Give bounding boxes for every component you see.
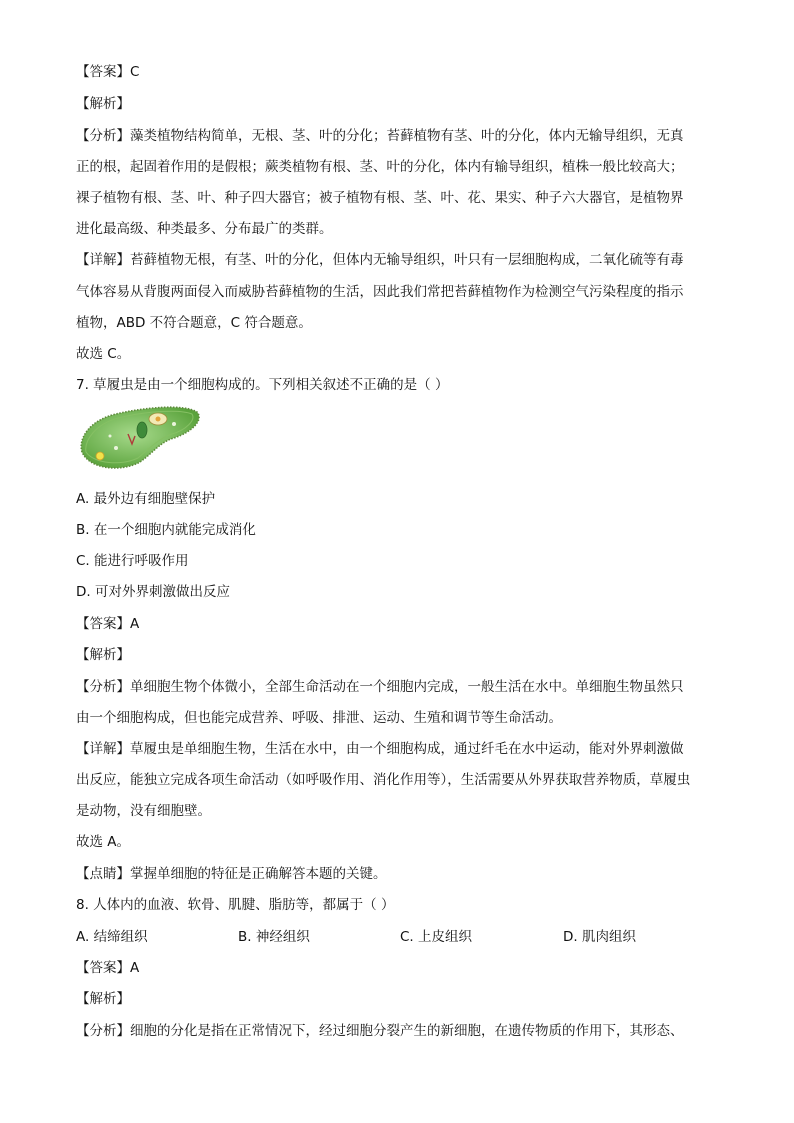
- detail-text: 出反应，能独立完成各项生命活动（如呼吸作用、消化作用等），生活需要从外界获取营养物质，草履虫: [76, 772, 691, 788]
- detail-text: 【详解】苔藓植物无根，有茎、叶的分化，但体内无输导组织，叶只有一层细胞构成，二氧化硫等有毒: [76, 252, 684, 268]
- analysis-text: 裸子植物有根、茎、叶、种子四大器官；被子植物有根、茎、叶、花、果实、种子六大器官，是植物界: [76, 190, 684, 206]
- option-d: D. 可对外界刺激做出反应: [76, 584, 230, 600]
- option-a: A. 最外边有细胞壁保护: [76, 491, 216, 507]
- question-7-stem: 7. 草履虫是由一个细胞构成的。下列相关叙述不正确的是（ ）: [76, 377, 449, 393]
- q8-option-d: D. 肌肉组织: [563, 929, 636, 945]
- conclusion-text: 故选 A。: [76, 834, 131, 850]
- paramecium-icon: [76, 402, 202, 472]
- option-c: C. 能进行呼吸作用: [76, 553, 189, 569]
- q8-option-c: C. 上皮组织: [400, 929, 473, 945]
- answer-label-q7: 【答案】A: [76, 616, 140, 632]
- detail-text: 气体容易从背腹两面侵入而威胁苔藓植物的生活，因此我们常把苔藓植物作为检测空气污染程度的指示: [76, 284, 684, 300]
- analysis-text: 【分析】单细胞生物个体微小，全部生命活动在一个细胞内完成，一般生活在水中。单细胞生物虽然只: [76, 679, 684, 695]
- question-8-stem: 8. 人体内的血液、软骨、肌腱、脂肪等，都属于（ ）: [76, 897, 395, 913]
- analysis-text: 【分析】藻类植物结构简单，无根、茎、叶的分化；苔藓植物有茎、叶的分化，体内无输导组织，无真: [76, 128, 684, 144]
- analysis-label-q6: 【解析】: [76, 96, 130, 112]
- detail-text: 植物，ABD 不符合题意，C 符合题意。: [76, 315, 312, 331]
- detail-text: 是动物，没有细胞壁。: [76, 803, 211, 819]
- conclusion-text: 故选 C。: [76, 346, 131, 362]
- key-point-text: 【点睛】掌握单细胞的特征是正确解答本题的关键。: [76, 866, 387, 882]
- option-b: B. 在一个细胞内就能完成消化: [76, 522, 256, 538]
- q8-option-b: B. 神经组织: [238, 929, 310, 945]
- paramecium-illustration: [76, 402, 202, 472]
- analysis-text: 由一个细胞构成，但也能完成营养、呼吸、排泄、运动、生殖和调节等生命活动。: [76, 710, 562, 726]
- detail-text: 【详解】草履虫是单细胞生物，生活在水中，由一个细胞构成，通过纤毛在水中运动，能对外界刺激做: [76, 741, 684, 757]
- analysis-text: 正的根，起固着作用的是假根；蕨类植物有根、茎、叶的分化，体内有输导组织，植株一般比较高大；: [76, 159, 684, 175]
- analysis-label-q7: 【解析】: [76, 647, 130, 663]
- analysis-text: 【分析】细胞的分化是指在正常情况下，经过细胞分裂产生的新细胞，在遗传物质的作用下，其形态、: [76, 1023, 684, 1039]
- q8-option-a: A. 结缔组织: [76, 929, 148, 945]
- answer-label-q6: 【答案】C: [76, 64, 140, 80]
- answer-label-q8: 【答案】A: [76, 960, 140, 976]
- analysis-text: 进化最高级、种类最多、分布最广的类群。: [76, 221, 333, 237]
- analysis-label-q8: 【解析】: [76, 991, 130, 1007]
